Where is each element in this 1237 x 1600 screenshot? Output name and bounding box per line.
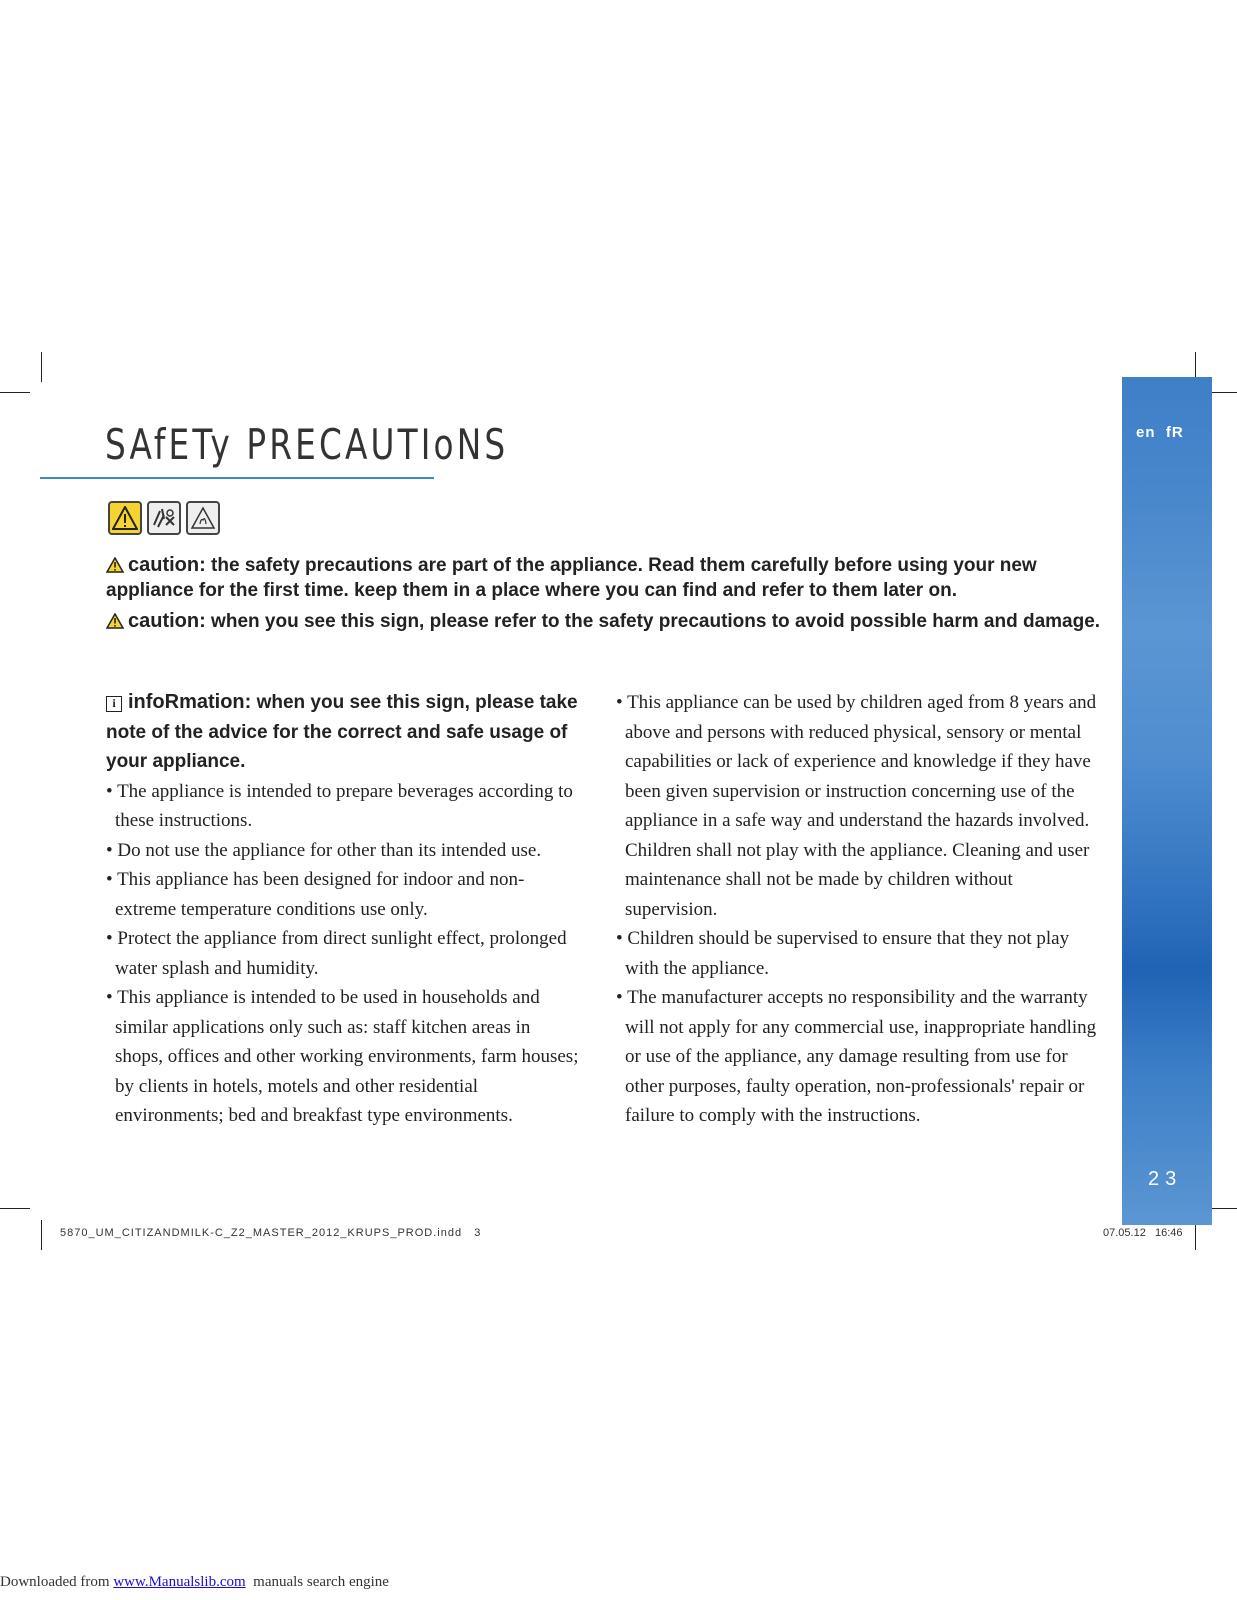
warning-triangle-icon	[106, 557, 124, 573]
information-text: when you see this sign, please take note of the advice for the correct and safe usage of your appliance.	[106, 692, 578, 772]
download-prefix: Downloaded from	[0, 1574, 114, 1590]
warning-sign-icon	[108, 501, 142, 535]
right-column	[616, 688, 1106, 1131]
download-suffix: manuals search engine	[245, 1574, 389, 1590]
list-item: • Protect the appliance from direct sunlight effect, prolonged water splash and humidity.	[106, 924, 581, 983]
language-tab: en fR	[1136, 424, 1184, 441]
crop-mark	[41, 352, 42, 382]
list-item: • The manufacturer accepts no responsibility and the warranty will not apply for any commercial use, inappropriate handling or use of the appliance, any damage resulting from use for other purposes, faulty operation, non-professionals' repair or failure to comply with the instructions.	[616, 983, 1106, 1131]
list-item: • This appliance can be used by children aged from 8 years and above and persons with reduced physical, sensory or mental capabilities or lack of experience and knowledge if they have been given supervision or instruction concerning use of the appliance in a safe way and understand the hazards involved. Children shall not play with the appliance. Cleaning and user maintenance shall not be made by children without supervision.	[616, 688, 1106, 924]
caution-label: caution:	[128, 554, 206, 576]
right-list	[616, 688, 1106, 1131]
caution-text: the safety precautions are part of the appliance. Read them carefully before using your new appliance for the first time. keep them in a place where you can find and refer to them later on.	[106, 555, 1037, 601]
caution-block	[106, 553, 1106, 640]
information-label: infoRmation:	[128, 691, 252, 713]
title-underline	[40, 477, 434, 479]
information-heading	[106, 688, 581, 777]
caution-text: when you see this sign, please refer to the safety precautions to avoid possible harm and damage.	[205, 611, 1101, 632]
list-item: • Children should be supervised to ensure that they not play with the appliance.	[616, 924, 1106, 983]
page-title: SAfETy PRECAUTIoNS	[105, 420, 509, 469]
caution-paragraph	[106, 553, 1106, 603]
crop-mark	[0, 1208, 30, 1209]
crop-mark	[41, 1220, 42, 1250]
list-item: • This appliance is intended to be used in households and similar applications only such as: staff kitchen areas in shops, offices and other working environments, farm houses; by clients in hotels, motels and other residential environments; bed and breakfast type environments.	[106, 983, 581, 1131]
page-number: 23	[1148, 1168, 1183, 1190]
footer-file-info: 5870_UM_CITIZANDMILK-C_Z2_MASTER_2012_KRUPS_PROD.indd 3	[60, 1227, 482, 1239]
list-item: • Do not use the appliance for other than its intended use.	[106, 836, 581, 866]
info-icon: i	[106, 696, 122, 712]
download-banner	[0, 1574, 389, 1591]
warning-triangle-icon	[106, 613, 124, 629]
language-sidebar	[1122, 377, 1212, 1225]
footer-datetime: 07.05.12 16:46	[1103, 1227, 1183, 1239]
caution-label: caution:	[128, 610, 206, 632]
crop-mark	[0, 392, 30, 393]
list-item: • This appliance has been designed for indoor and non-extreme temperature conditions use only.	[106, 865, 581, 924]
caution-paragraph	[106, 609, 1106, 634]
safety-icons	[108, 501, 220, 535]
no-tampering-icon	[147, 501, 181, 535]
manualslib-link[interactable]: www.Manualslib.com	[113, 1574, 246, 1590]
list-item: • The appliance is intended to prepare beverages according to these instructions.	[106, 777, 581, 836]
left-column	[106, 688, 581, 1131]
hot-surface-icon	[186, 501, 220, 535]
left-list	[106, 777, 581, 1131]
